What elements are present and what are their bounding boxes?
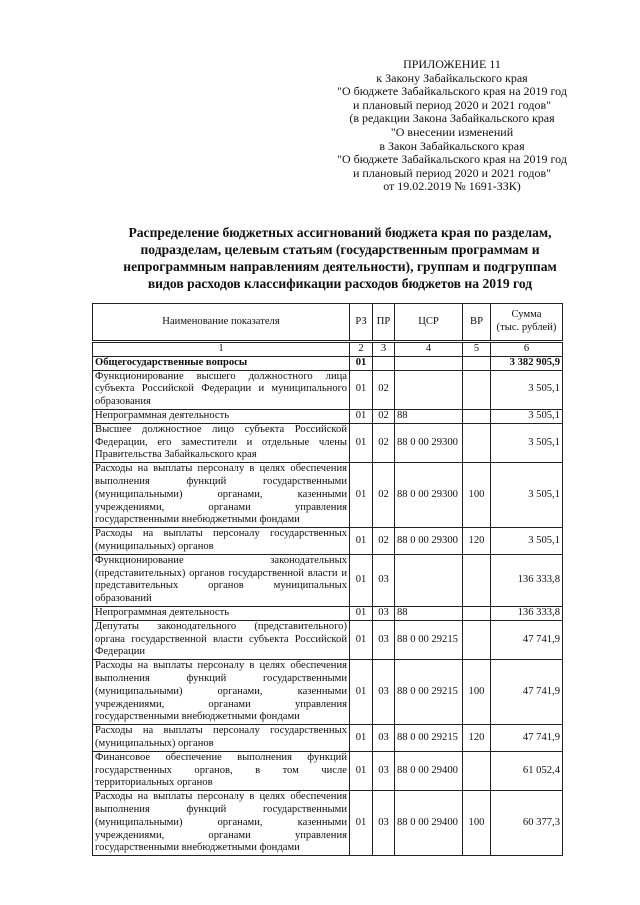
row-sum: 47 741,9 (491, 620, 563, 659)
column-number: 4 (395, 343, 463, 357)
table-row (93, 423, 563, 462)
appendix-line: и плановый период 2020 и 2021 годов" (352, 165, 552, 180)
row-sum: 3 505,1 (491, 528, 563, 555)
table-row (93, 725, 563, 752)
row-vr (463, 554, 491, 606)
row-pr: 02 (373, 370, 395, 409)
row-sum: 136 333,8 (491, 554, 563, 606)
row-pr: 02 (373, 423, 395, 462)
column-number: 2 (350, 343, 373, 357)
row-name: Расходы на выплаты персоналу государственных (муниципальных) органов (93, 725, 350, 752)
row-sum: 3 505,1 (491, 370, 563, 409)
row-pr: 02 (373, 528, 395, 555)
row-csr: 88 0 00 29215 (395, 725, 463, 752)
row-csr: 88 0 00 29215 (395, 620, 463, 659)
header-sum-unit: (тыс. рублей) (496, 322, 557, 333)
row-vr (463, 606, 491, 620)
row-name: Функционирование законодательных (представительных) органов государственной власти и представительных органов муниципальных образований (93, 554, 350, 606)
appendix-line: от 19.02.2019 № 1691-ЗЗК) (383, 179, 521, 194)
row-sum: 61 052,4 (491, 751, 563, 790)
row-rz: 01 (350, 423, 373, 462)
row-rz: 01 (350, 356, 373, 370)
appendix-line: "О внесении изменений (390, 124, 514, 139)
header-pr: ПР (373, 304, 395, 341)
appendix-line: к Закону Забайкальского края (376, 70, 528, 85)
row-pr: 03 (373, 660, 395, 725)
row-sum: 3 505,1 (491, 423, 563, 462)
row-name: Непрограммная деятельность (93, 606, 350, 620)
row-name: Функционирование высшего должностного лица субъекта Российской Федерации и муниципального образования (93, 370, 350, 409)
title-line: подразделам, целевым статьям (государственным программам и (140, 242, 540, 257)
header-csr: ЦСР (395, 304, 463, 341)
row-name: Депутаты законодательного (представительного) органа государственной власти субъекта Российской Федерации (93, 620, 350, 659)
row-name: Расходы на выплаты персоналу в целях обеспечения выполнения функций государственными (муниципальными) органами, казенными учреждениями, органами управления государственными внебюджетными фондами (93, 791, 350, 856)
table-row (93, 751, 563, 790)
appendix-line: (в редакции Закона Забайкальского края (349, 111, 555, 126)
row-pr: 03 (373, 791, 395, 856)
column-number: 1 (93, 343, 350, 357)
appendix-line: "О бюджете Забайкальского края на 2019 год (337, 152, 567, 167)
row-vr (463, 620, 491, 659)
row-name: Общегосударственные вопросы (93, 356, 350, 370)
table-row (93, 660, 563, 725)
document-title (100, 224, 580, 292)
row-rz: 01 (350, 620, 373, 659)
row-vr (463, 409, 491, 423)
appendix-header (312, 58, 592, 194)
title-line: Распределение бюджетных ассигнований бюджета края по разделам, (128, 225, 552, 240)
column-number: 3 (373, 343, 395, 357)
row-rz: 01 (350, 463, 373, 528)
row-pr: 02 (373, 409, 395, 423)
row-csr: 88 0 00 29215 (395, 660, 463, 725)
row-sum: 47 741,9 (491, 660, 563, 725)
table-row (93, 528, 563, 555)
row-sum: 3 505,1 (491, 409, 563, 423)
row-name: Расходы на выплаты персоналу государственных (муниципальных) органов (93, 528, 350, 555)
row-pr: 03 (373, 554, 395, 606)
row-pr: 03 (373, 620, 395, 659)
row-vr: 120 (463, 528, 491, 555)
row-vr: 100 (463, 791, 491, 856)
header-name: Наименование показателя (93, 304, 350, 341)
row-csr: 88 0 00 29300 (395, 463, 463, 528)
header-sum (491, 304, 563, 341)
row-rz: 01 (350, 606, 373, 620)
row-rz: 01 (350, 751, 373, 790)
row-csr: 88 0 00 29300 (395, 528, 463, 555)
row-csr: 88 (395, 409, 463, 423)
column-number-row (93, 343, 563, 357)
header-vr: ВР (463, 304, 491, 341)
row-name: Расходы на выплаты персоналу в целях обеспечения выполнения функций государственными (муниципальными) органами, казенными учреждениями, органами управления государственными внебюджетными фондами (93, 660, 350, 725)
table-row (93, 370, 563, 409)
row-sum: 136 333,8 (491, 606, 563, 620)
column-number: 6 (491, 343, 563, 357)
row-csr: 88 (395, 606, 463, 620)
row-sum: 60 377,3 (491, 791, 563, 856)
row-pr: 03 (373, 606, 395, 620)
row-vr: 120 (463, 725, 491, 752)
row-sum: 3 382 905,9 (491, 356, 563, 370)
appendix-line: "О бюджете Забайкальского края на 2019 год (337, 84, 567, 99)
table-row (93, 356, 563, 370)
header-rz: РЗ (350, 304, 373, 341)
row-name: Непрограммная деятельность (93, 409, 350, 423)
row-pr (373, 356, 395, 370)
table-row (93, 554, 563, 606)
table-row (93, 409, 563, 423)
row-csr: 88 0 00 29400 (395, 751, 463, 790)
row-sum: 3 505,1 (491, 463, 563, 528)
header-sum-title: Сумма (511, 309, 542, 321)
row-csr (395, 356, 463, 370)
budget-table (92, 342, 563, 856)
row-rz: 01 (350, 370, 373, 409)
table-row (93, 791, 563, 856)
table-row (93, 620, 563, 659)
appendix-line: и плановый период 2020 и 2021 годов" (352, 97, 552, 112)
row-rz: 01 (350, 660, 373, 725)
table-row (93, 463, 563, 528)
row-csr (395, 554, 463, 606)
row-vr (463, 423, 491, 462)
table-row (93, 606, 563, 620)
row-csr: 88 0 00 29400 (395, 791, 463, 856)
row-pr: 02 (373, 463, 395, 528)
appendix-line: ПРИЛОЖЕНИЕ 11 (403, 57, 501, 71)
row-vr: 100 (463, 463, 491, 528)
table-header (92, 303, 563, 341)
column-number: 5 (463, 343, 491, 357)
row-vr: 100 (463, 660, 491, 725)
row-rz: 01 (350, 554, 373, 606)
row-pr: 03 (373, 725, 395, 752)
table-body (93, 343, 563, 856)
row-rz: 01 (350, 528, 373, 555)
row-csr: 88 0 00 29300 (395, 423, 463, 462)
row-name: Высшее должностное лицо субъекта Российской Федерации, его заместители и отдельные члены Правительства Забайкальского края (93, 423, 350, 462)
header-row (93, 304, 563, 341)
row-csr (395, 370, 463, 409)
row-rz: 01 (350, 791, 373, 856)
row-sum: 47 741,9 (491, 725, 563, 752)
title-line: видов расходов классификации расходов бюджетов на 2019 год (147, 276, 533, 291)
title-line: непрограммным направлениям деятельности), группам и подгруппам (123, 259, 557, 274)
row-pr: 03 (373, 751, 395, 790)
row-vr (463, 356, 491, 370)
row-name: Финансовое обеспечение выполнения функций государственных органов, в том числе территориальных органов (93, 751, 350, 790)
appendix-line: в Закон Забайкальского края (379, 138, 525, 153)
row-name: Расходы на выплаты персоналу в целях обеспечения выполнения функций государственными (муниципальными) органами, казенными учреждениями, органами управления государственными внебюджетными фондами (93, 463, 350, 528)
row-vr (463, 370, 491, 409)
row-rz: 01 (350, 725, 373, 752)
row-rz: 01 (350, 409, 373, 423)
row-vr (463, 751, 491, 790)
